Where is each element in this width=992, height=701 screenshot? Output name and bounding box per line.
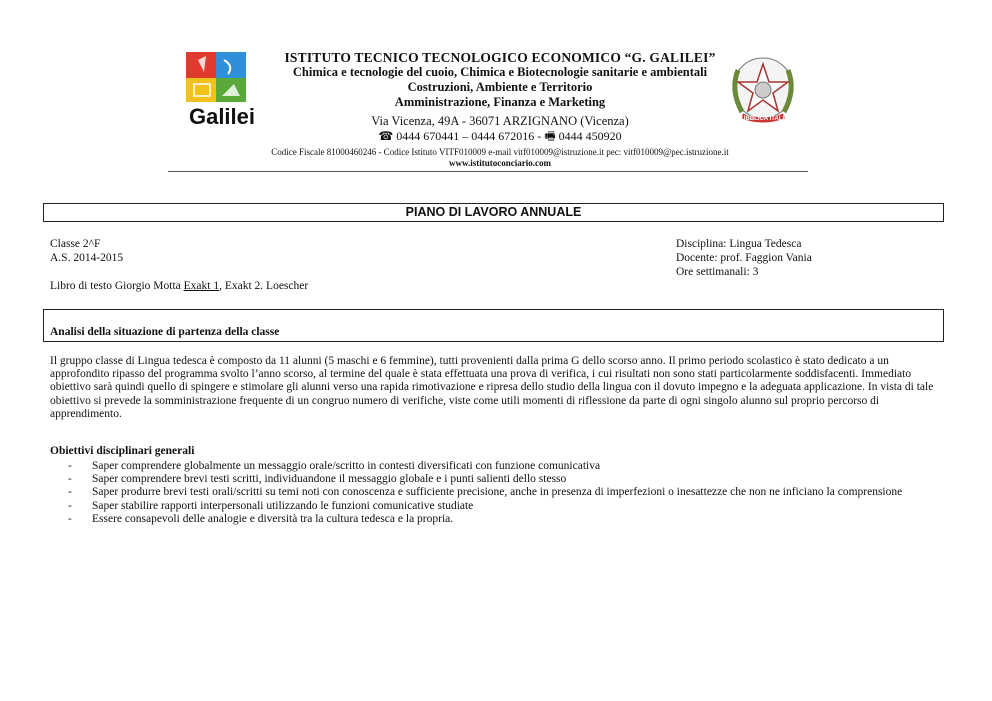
subject: Disciplina: Lingua Tedesca xyxy=(676,238,802,250)
section-box xyxy=(43,309,944,342)
institute-website: www.istitutoconciario.com xyxy=(449,158,551,168)
school-year: A.S. 2014-2015 xyxy=(50,252,124,264)
list-item xyxy=(68,513,938,526)
class-analysis-paragraph: Il gruppo classe di Lingua tedesca è composto da 11 alunni (5 maschi e 6 femmine), tutti provenienti dalla prima G dello scorso anno. Il primo periodo scolastico è stato dedicato a un approfondito ripasso del programma svolto l’anno scorso, al termine del quale è stata effettuata una prova di verifica, i cui risultati non sono stati particolarmente soddisfacenti. Immediato obiettivo sarà quindi quello di spingere e stimolare gli alunni verso una rapida rimotivazione e ripresa dello studio della lingua con il dovuto impegno e la adeguata applicazione. In vista di tale obiettivo si prevede la somministrazione frequente di un congruo numero di verifiche, viste come utili momenti di riflessione da parte di ogni singolo alunno sul proprio percorso di apprendimento. xyxy=(50,355,934,420)
emblem-ribbon-text: REPUBBLICA ITALIANA xyxy=(728,116,798,122)
objective-text: Saper produrre brevi testi orali/scritti su temi noti con conoscenza e sufficiente precisione, anche in presenza di imperfezioni o inesattezze che non ne inficiano la comprensione xyxy=(92,486,903,499)
class-info xyxy=(50,237,123,265)
logo-wordmark: Galilei xyxy=(188,104,256,129)
list-bullet: - xyxy=(68,486,72,499)
list-item xyxy=(68,486,938,499)
objectives-list xyxy=(68,460,938,526)
weekly-hours: Ore settimanali: 3 xyxy=(676,266,759,278)
institute-address: Via Vicenza, 49A - 36071 ARZIGNANO (Vicenza) xyxy=(371,114,629,128)
class-name: Classe 2^F xyxy=(50,238,101,250)
list-bullet: - xyxy=(68,499,72,512)
letterhead-divider xyxy=(168,171,808,172)
textbook-prefix: Libro di testo Giorgio Motta xyxy=(50,280,184,292)
textbook-title-underlined: Exakt 1 xyxy=(183,280,220,292)
objective-text: Saper comprendere brevi testi scritti, individuandone il messaggio globale e i punti salienti dello stesso xyxy=(92,473,567,486)
list-item xyxy=(68,460,938,473)
teacher: Docente: prof. Faggion Vania xyxy=(676,252,812,264)
institute-codes: Codice Fiscale 81000460246 - Codice Istituto VITF010009 e-mail vitf010009@istruzione.it pec: vitf010009@pec.istruzione.it xyxy=(271,147,729,157)
institute-courses-3: Amministrazione, Finanza e Marketing xyxy=(394,95,606,109)
textbook-line xyxy=(50,280,308,292)
list-bullet: - xyxy=(68,473,72,486)
institute-name: ISTITUTO TECNICO TECNOLOGICO ECONOMICO “G. GALILEI” xyxy=(284,50,716,65)
list-item xyxy=(68,473,938,486)
institute-courses-2: Costruzioni, Ambiente e Territorio xyxy=(407,80,593,94)
section-title: Analisi della situazione di partenza della classe xyxy=(50,326,280,338)
textbook-suffix: , Exakt 2. Loescher xyxy=(219,280,309,292)
list-item xyxy=(68,500,938,513)
list-bullet: - xyxy=(68,512,72,525)
institute-courses-1: Chimica e tecnologie del cuoio, Chimica e Biotecnologie sanitarie e ambientali xyxy=(292,65,708,79)
course-info xyxy=(676,237,812,279)
institute-phones: ☎ 0444 670441 – 0444 672016 - 🖷 0444 450920 xyxy=(378,129,622,143)
republic-emblem xyxy=(720,50,806,130)
objective-text: Essere consapevoli delle analogie e diversità tra la cultura tedesca e la propria. xyxy=(92,512,454,525)
objective-text: Saper comprendere globalmente un messaggio orale/scritto in contesti diversificati con funzione comunicativa xyxy=(92,460,601,472)
letterhead xyxy=(220,50,780,169)
objective-text: Saper stabilire rapporti interpersonali utilizzando le funzioni comunicative studiate xyxy=(92,499,474,512)
objectives-title: Obiettivi disciplinari generali xyxy=(50,445,195,457)
document-title: PIANO DI LAVORO ANNUALE xyxy=(43,203,944,222)
list-bullet: - xyxy=(68,460,72,472)
